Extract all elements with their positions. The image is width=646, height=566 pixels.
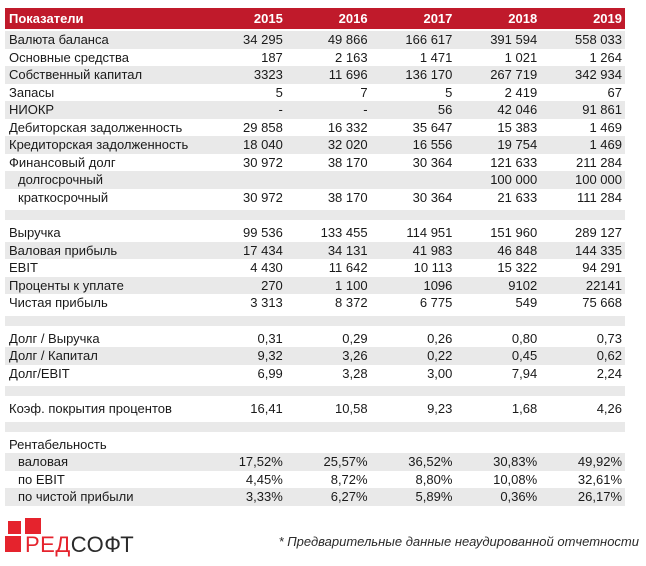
cell-value: 0,31	[257, 330, 283, 346]
redsoft-logo	[5, 517, 175, 562]
cell-value: 111 284	[576, 189, 622, 205]
cell-value: 34 131	[286, 242, 371, 260]
table-header-row	[5, 8, 625, 30]
logo-square-icon	[5, 536, 21, 552]
table-row	[5, 294, 625, 312]
cell-value: 8,72%	[330, 471, 368, 487]
cell-value: 3,26	[286, 347, 371, 365]
row-label: Долг / Выручка	[9, 330, 100, 346]
table-header	[5, 8, 625, 30]
row-label: Коэф. покрытия процентов	[9, 401, 172, 416]
cell-value: 6,27%	[286, 488, 371, 506]
cell-value: 30 972	[243, 189, 283, 205]
cell-value: 34 295	[201, 30, 286, 49]
cell-value: -	[286, 101, 371, 119]
row-label: Основные средства	[9, 49, 129, 65]
row-label: Кредиторская задолженность	[5, 136, 201, 154]
table-row	[5, 453, 625, 471]
spacer-cell	[5, 312, 625, 330]
table-row	[5, 101, 625, 119]
cell-value: 270	[201, 277, 286, 295]
table-row	[5, 242, 625, 260]
row-label: Чистая прибыль	[9, 295, 108, 310]
cell-value: 30,83%	[455, 453, 540, 471]
year-column-header: 2016	[286, 8, 371, 30]
table-row	[5, 30, 625, 49]
year-column-header: 2015	[201, 8, 286, 30]
spacer-row	[5, 312, 625, 330]
cell-value: 211 284	[575, 154, 622, 170]
cell-value: 0,62	[540, 347, 625, 365]
cell-value: 6 775	[419, 295, 453, 310]
cell-value: 0,73	[596, 330, 622, 346]
cell-value: 5	[275, 84, 283, 100]
cell-value: 29 858	[243, 119, 283, 135]
cell-value: 35 647	[412, 119, 453, 135]
row-label: валовая	[5, 453, 201, 471]
cell-value: 4,45%	[245, 471, 283, 487]
cell-value: 15 322	[497, 260, 538, 275]
row-label: по чистой прибыли	[5, 488, 201, 506]
spacer-cell	[5, 382, 625, 400]
table-row	[5, 224, 625, 242]
financial-table	[5, 8, 625, 506]
table-row	[5, 66, 625, 84]
cell-value: 8 372	[335, 295, 368, 310]
cell-value: 25,57%	[286, 453, 371, 471]
cell-value: 1 100	[286, 277, 371, 295]
cell-value: 11 696	[286, 66, 371, 84]
cell-value: 267 719	[455, 66, 540, 84]
cell-value	[371, 436, 456, 454]
cell-value: 8,80%	[415, 471, 453, 487]
spacer-shade-band	[5, 210, 625, 220]
row-label: Запасы	[9, 84, 55, 100]
cell-value: 1 469	[589, 119, 622, 135]
cell-value: 1,68	[511, 401, 538, 416]
cell-value: 133 455	[320, 225, 368, 240]
cell-value: 0,80	[511, 330, 538, 346]
cell-value: 9102	[455, 277, 540, 295]
cell-value: 391 594	[455, 30, 540, 49]
cell-value: 0,45	[455, 347, 540, 365]
cell-value: 32,61%	[577, 471, 622, 487]
year-column-header: 2018	[455, 8, 540, 30]
cell-value: 114 951	[406, 225, 453, 240]
table-row	[5, 84, 625, 102]
cell-value: 30 972	[243, 154, 283, 170]
spacer-shade-band	[5, 386, 625, 396]
cell-value: 67	[607, 84, 622, 100]
row-label: Собственный капитал	[5, 66, 201, 84]
cell-value: 3,28	[342, 365, 368, 381]
cell-value: 1 021	[504, 49, 538, 65]
spacer-shade-band	[5, 422, 625, 432]
cell-value: 42 046	[455, 101, 540, 119]
cell-value: 5	[445, 84, 453, 100]
cell-value: 3323	[201, 66, 286, 84]
cell-value: 7,94	[511, 365, 538, 381]
cell-value: 0,29	[342, 330, 368, 346]
cell-value: 166 617	[371, 30, 456, 49]
cell-value: 136 170	[371, 66, 456, 84]
cell-value: 21 633	[497, 189, 538, 205]
row-label: EBIT	[9, 260, 38, 275]
cell-value: 9,32	[201, 347, 286, 365]
cell-value: 18 040	[201, 136, 286, 154]
row-label: Проценты к уплате	[5, 277, 201, 295]
logo-text-red: РЕД	[25, 532, 71, 557]
cell-value: 99 536	[243, 225, 283, 240]
preliminary-data-footnote: * Предварительные данные неаудированной отчетности	[278, 534, 639, 549]
cell-value: 3 313	[250, 295, 283, 310]
cell-value: 100 000	[540, 171, 625, 189]
cell-value: 6,99	[257, 365, 283, 381]
spacer-cell	[5, 418, 625, 436]
row-label: Финансовый долг	[9, 154, 116, 170]
spacer-cell	[5, 206, 625, 224]
spacer-row	[5, 206, 625, 224]
cell-value: 144 335	[540, 242, 625, 260]
table-row	[5, 154, 625, 172]
table-body	[5, 30, 625, 506]
logo-wordmark	[25, 534, 134, 556]
cell-value: 94 291	[582, 260, 622, 275]
spacer-row	[5, 418, 625, 436]
table-row	[5, 488, 625, 506]
cell-value: 0,22	[371, 347, 456, 365]
cell-value: 289 127	[575, 225, 622, 240]
cell-value: 17,52%	[201, 453, 286, 471]
cell-value: 4,26	[596, 401, 622, 416]
row-label: Валовая прибыль	[5, 242, 201, 260]
cell-value: 121 633	[490, 154, 538, 170]
indicators-column-header: Показатели	[5, 8, 201, 30]
cell-value	[455, 436, 540, 454]
cell-value: 100 000	[455, 171, 540, 189]
cell-value: 1 471	[419, 49, 453, 65]
cell-value	[201, 171, 286, 189]
logo-text-dark: СОФТ	[70, 532, 135, 557]
cell-value: 49 866	[286, 30, 371, 49]
cell-value: 342 934	[540, 66, 625, 84]
cell-value: 3,33%	[201, 488, 286, 506]
cell-value: 1096	[371, 277, 456, 295]
cell-value: 30 364	[412, 154, 453, 170]
cell-value	[286, 171, 371, 189]
spacer-shade-band	[5, 316, 625, 326]
cell-value: 558 033	[540, 30, 625, 49]
cell-value	[286, 436, 371, 454]
cell-value: 26,17%	[540, 488, 625, 506]
cell-value: 30 364	[412, 189, 453, 205]
cell-value: 10 113	[413, 260, 453, 275]
table-row	[5, 347, 625, 365]
cell-value: 187	[261, 49, 283, 65]
cell-value: 41 983	[371, 242, 456, 260]
cell-value: 56	[371, 101, 456, 119]
cell-value	[540, 436, 625, 454]
cell-value: 9,23	[427, 401, 453, 416]
cell-value: 1 469	[540, 136, 625, 154]
table-row	[5, 136, 625, 154]
cell-value: 5,89%	[371, 488, 456, 506]
cell-value: 22141	[540, 277, 625, 295]
row-label: Дебиторская задолженность	[9, 119, 183, 135]
row-label: Долг / Капитал	[5, 347, 201, 365]
cell-value	[201, 436, 286, 454]
cell-value	[371, 171, 456, 189]
cell-value: 49,92%	[540, 453, 625, 471]
cell-value: 15 383	[497, 119, 538, 135]
cell-value: 2 163	[335, 49, 368, 65]
table-row	[5, 119, 625, 137]
cell-value: 38 170	[327, 189, 368, 205]
cell-value: 1 264	[589, 49, 622, 65]
row-label: Валюта баланса	[5, 30, 201, 49]
logo-square-icon	[8, 521, 21, 534]
table-row	[5, 400, 625, 418]
row-label: по EBIT	[18, 471, 65, 487]
cell-value: 36,52%	[371, 453, 456, 471]
year-column-header: 2017	[371, 8, 456, 30]
cell-value: 2,24	[596, 365, 622, 381]
table-row	[5, 259, 625, 277]
year-column-header: 2019	[540, 8, 625, 30]
cell-value: 91 861	[540, 101, 625, 119]
cell-value: 3,00	[427, 365, 453, 381]
row-label: Долг/EBIT	[9, 365, 70, 381]
cell-value: 7	[360, 84, 368, 100]
cell-value: 2 419	[504, 84, 538, 100]
row-label: долгосрочный	[5, 171, 201, 189]
cell-value: 10,08%	[493, 471, 538, 487]
cell-value: 16 332	[327, 119, 368, 135]
cell-value: 16 556	[371, 136, 456, 154]
table-row	[5, 471, 625, 489]
cell-value: 11 642	[328, 260, 368, 275]
cell-value: 75 668	[582, 295, 622, 310]
row-label: НИОКР	[5, 101, 201, 119]
cell-value: 46 848	[455, 242, 540, 260]
cell-value: 19 754	[455, 136, 540, 154]
cell-value: 17 434	[201, 242, 286, 260]
table-row	[5, 277, 625, 295]
page-footer	[0, 514, 646, 566]
cell-value: 38 170	[327, 154, 368, 170]
cell-value: 151 960	[490, 225, 538, 240]
report-page	[0, 8, 646, 566]
table-row	[5, 49, 625, 67]
cell-value: 32 020	[286, 136, 371, 154]
row-label: краткосрочный	[18, 189, 109, 205]
row-label: Рентабельность	[9, 436, 107, 452]
cell-value: 0,26	[427, 330, 453, 346]
cell-value: 10,58	[335, 401, 368, 416]
table-row	[5, 436, 625, 454]
spacer-row	[5, 382, 625, 400]
cell-value: -	[201, 101, 286, 119]
cell-value: 549	[515, 295, 538, 310]
table-row	[5, 189, 625, 207]
cell-value: 16,41	[250, 401, 283, 416]
cell-value: 4 430	[250, 260, 283, 275]
table-row	[5, 171, 625, 189]
row-label: Выручка	[9, 225, 61, 240]
table-row	[5, 330, 625, 348]
cell-value: 0,36%	[455, 488, 540, 506]
table-row	[5, 365, 625, 383]
